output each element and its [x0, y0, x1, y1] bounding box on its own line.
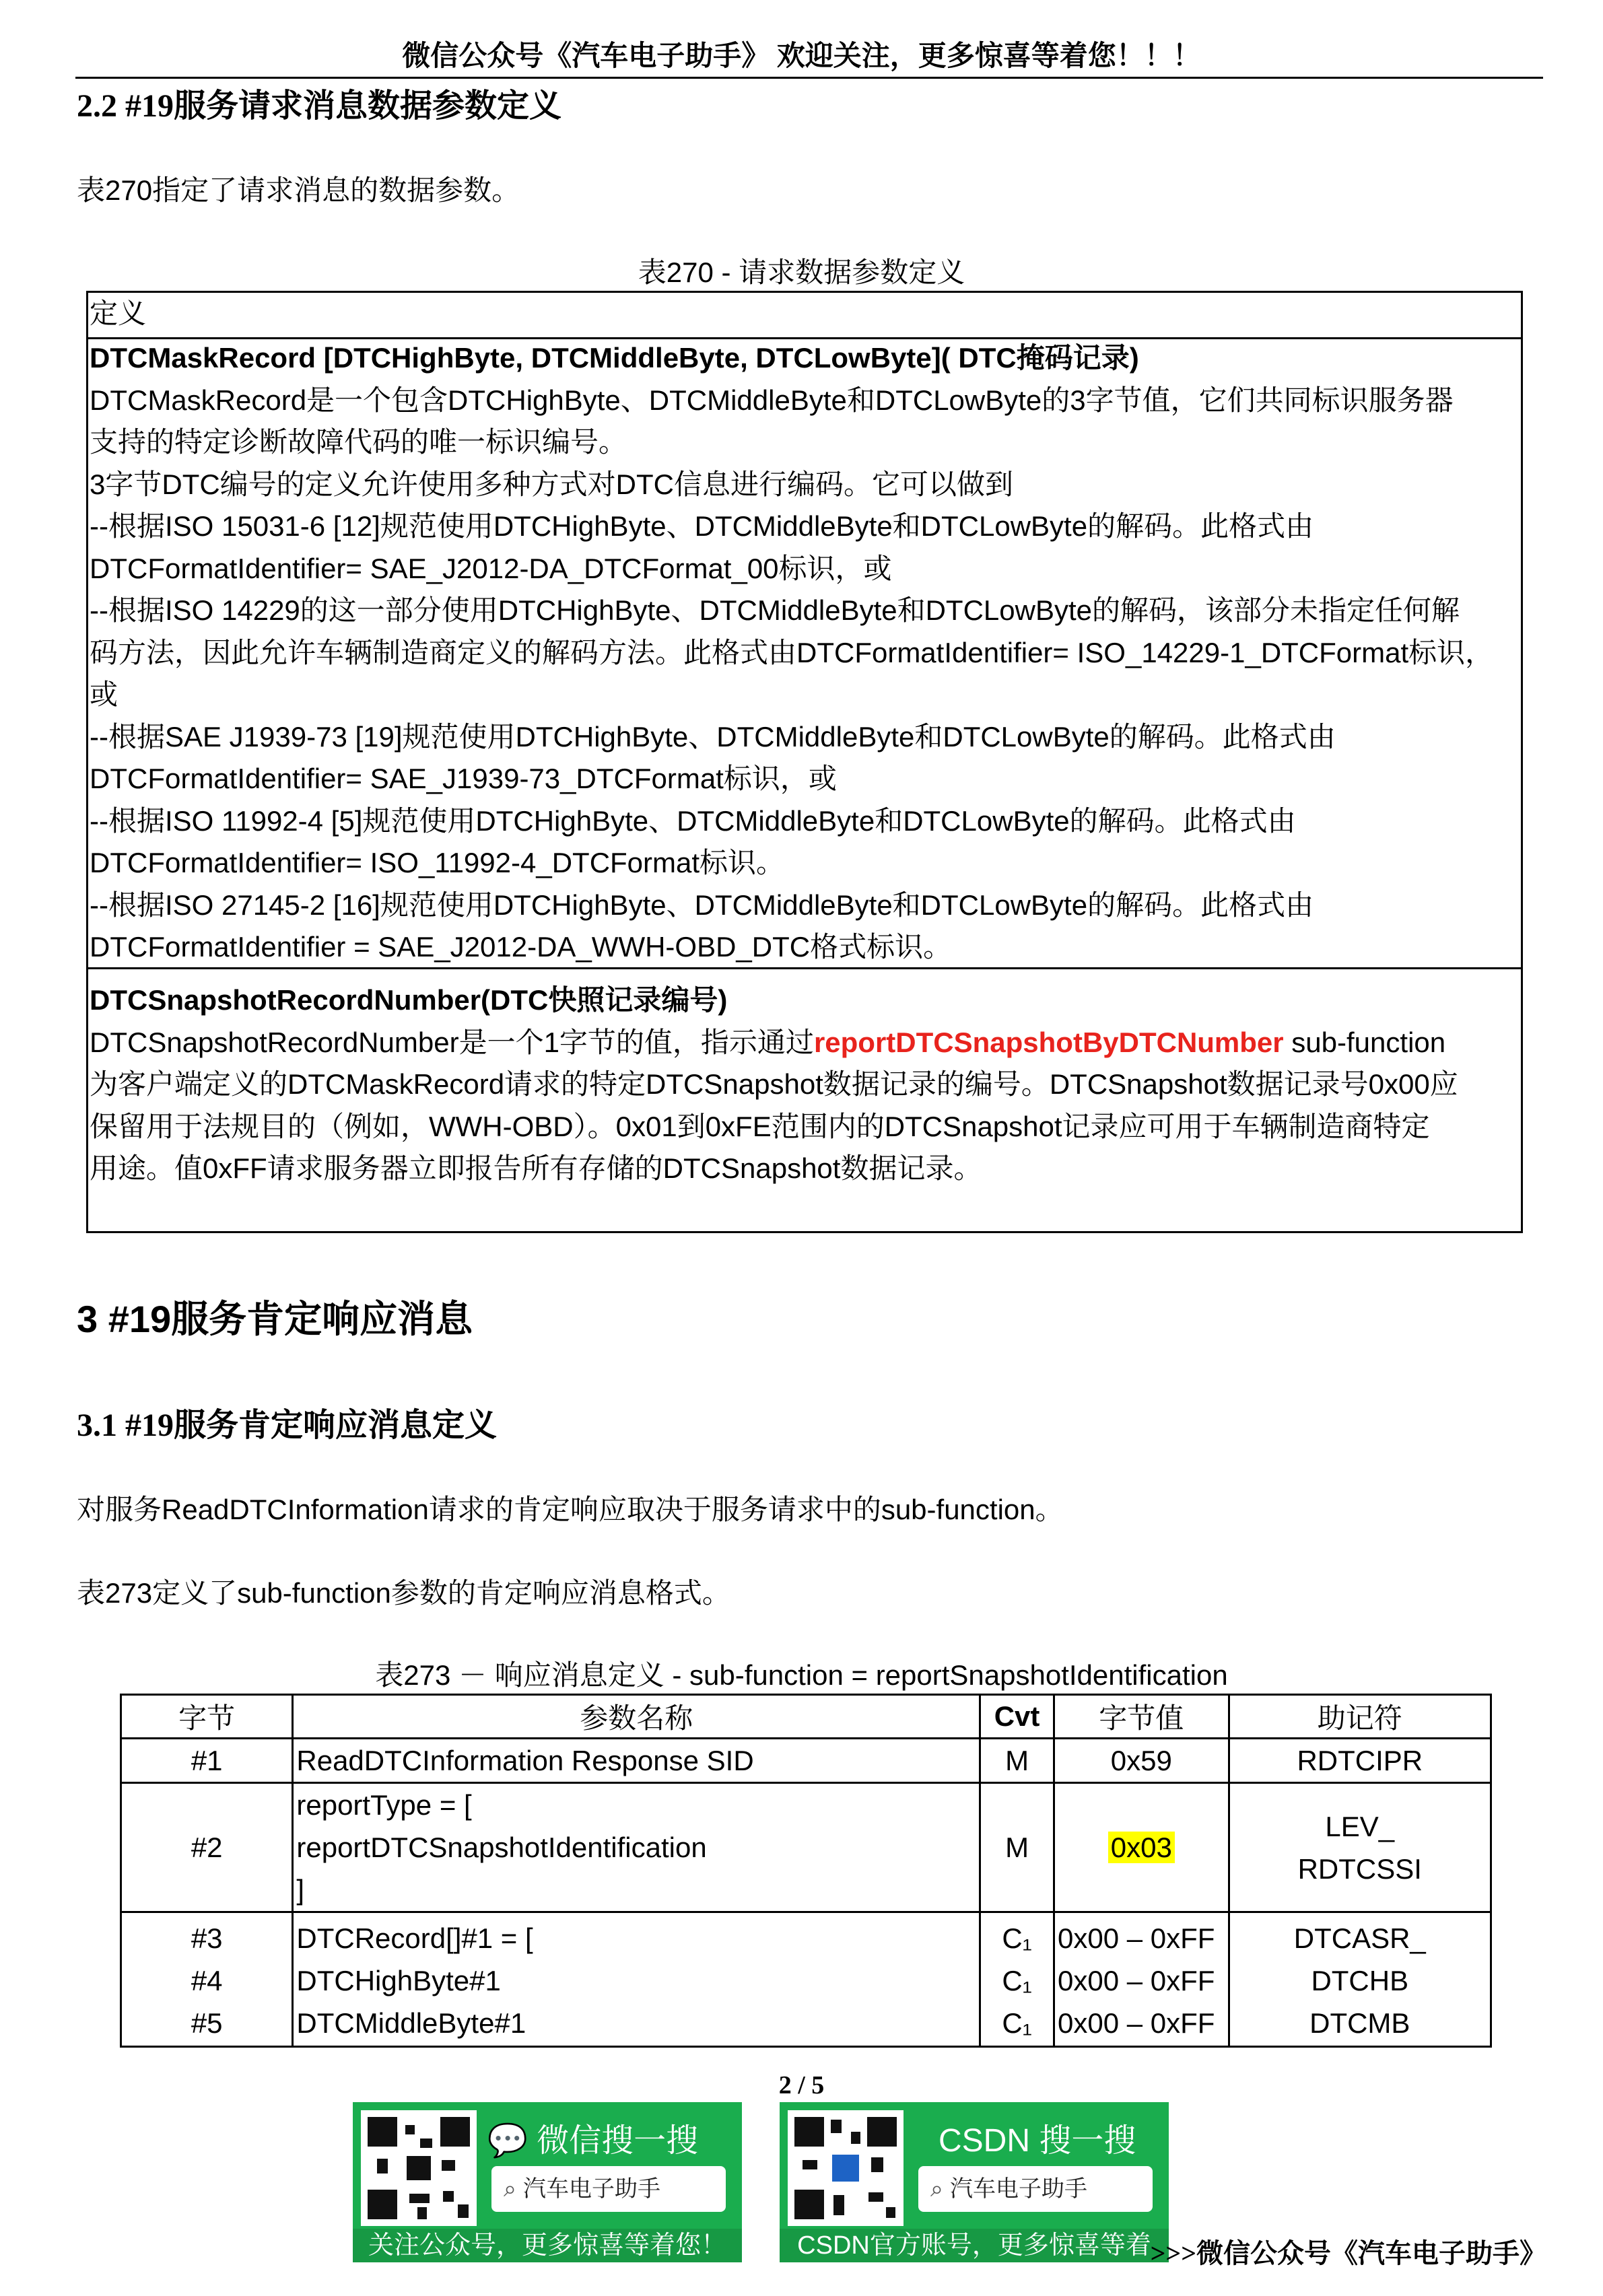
csdn-promo[interactable]	[780, 2102, 1169, 2293]
snapshot-record-line: 保留用于法规目的（例如，WWH-OBD）。0x01到0xFE范围内的DTCSnapshot记录应可用于车辆制造商特定	[90, 1110, 1430, 1142]
csdn-promo-title: CSDN 搜一搜	[939, 2123, 1136, 2159]
mask-record-title: DTCMaskRecord [DTCHighByte, DTCMiddleByte, DTCLowByte]( DTC掩码记录)	[90, 342, 1139, 374]
mask-record-line: --根据SAE J1939-73 [19]规范使用DTCHighByte、DTCMiddleByte和DTCLowByte的解码。此格式由	[90, 720, 1336, 753]
wechat-qr-code	[361, 2110, 477, 2226]
page-header: 微信公众号《汽车电子助手》 欢迎关注，更多惊喜等着您！！！	[402, 41, 1201, 72]
col-header-value: 字节值	[1054, 1695, 1229, 1739]
row-cvt: M	[980, 1739, 1054, 1783]
col-header-cvt: Cvt	[980, 1695, 1054, 1739]
search-icon: ⌕	[504, 2176, 517, 2202]
group-values: 0x00 – 0xFF 0x00 – 0xFF 0x00 – 0xFF	[1054, 1912, 1229, 2047]
highlighted-value: 0x03	[1108, 1832, 1175, 1863]
group-bytes: #3 #4 #5	[121, 1912, 293, 2047]
table-270-header: 定义	[88, 293, 1521, 339]
group-params: DTCRecord[]#1 = [ DTCHighByte#1 DTCMiddleByte#1	[293, 1912, 980, 2047]
col-header-byte: 字节	[121, 1695, 293, 1739]
row-value	[1054, 1783, 1229, 1912]
mask-record-line: DTCFormatIdentifier= SAE_J1939-73_DTCFormat标识，或	[90, 763, 837, 794]
mask-record-line: DTCMaskRecord是一个包含DTCHighByte、DTCMiddleByte和DTCLowByte的3字节值，它们共同标识服务器	[90, 384, 1454, 416]
table-273	[120, 1694, 1492, 2048]
wechat-search-box[interactable]: ⌕ 汽车电子助手	[491, 2166, 726, 2212]
table-row	[121, 1783, 1491, 1912]
page-number: 2 / 5	[778, 2071, 825, 2099]
mask-record-line: --根据ISO 11992-4 [5]规范使用DTCHighByte、DTCMiddleByte和DTCLowByte的解码。此格式由	[90, 804, 1296, 837]
mask-record-line: --根据ISO 14229的这一部分使用DTCHighByte、DTCMiddleByte和DTCLowByte的解码，该部分未指定任何解	[90, 594, 1460, 626]
section-3-para-1: 对服务ReadDTCInformation请求的肯定响应取决于服务请求中的sub-function。	[77, 1494, 1064, 1525]
header-rule	[75, 77, 1543, 79]
search-icon: ⌕	[930, 2176, 944, 2202]
table-row-group	[121, 1912, 1491, 2047]
mask-record-line: --根据ISO 27145-2 [16]规范使用DTCHighByte、DTCMiddleByte和DTCLowByte的解码。此格式由	[90, 889, 1314, 921]
csdn-qr-code	[788, 2110, 903, 2226]
table-270	[86, 291, 1523, 1233]
sub-function-name: reportDTCSnapshotByDTCNumber	[813, 1026, 1284, 1058]
mask-record-line: 或	[90, 679, 118, 710]
mask-record-line: 支持的特定诊断故障代码的唯一标识编号。	[90, 426, 627, 458]
section-2-2-heading: 2.2 #19服务请求消息数据参数定义	[77, 88, 562, 124]
mask-record-line: 码方法，因此允许车辆制造商定义的解码方法。此格式由DTCFormatIdentifier= ISO_14229-1_DTCFormat标识，	[90, 636, 1494, 668]
section-3-heading: 3 #19服务肯定响应消息	[77, 1298, 473, 1340]
group-mnemonics: DTCASR_ DTCHB DTCMB	[1229, 1912, 1491, 2047]
section-3-1-heading: 3.1 #19服务肯定响应消息定义	[77, 1407, 498, 1443]
table-273-header-row	[121, 1695, 1491, 1739]
section-3-para-2: 表273定义了sub-function参数的肯定响应消息格式。	[77, 1577, 730, 1609]
table-270-divider	[88, 967, 1521, 969]
col-header-mnemonic: 助记符	[1229, 1695, 1491, 1739]
snapshot-record-line: 用途。值0xFF请求服务器立即报告所有存储的DTCSnapshot数据记录。	[90, 1152, 982, 1184]
mask-record-line: DTCFormatIdentifier= ISO_11992-4_DTCFormat标识。	[90, 847, 785, 878]
csdn-promo-caption: CSDN官方账号，更多惊喜等着您！	[780, 2229, 1169, 2262]
row-byte: #1	[121, 1739, 293, 1783]
row-value: 0x59	[1054, 1739, 1229, 1783]
table-270-caption: 表270 - 请求数据参数定义	[638, 256, 965, 288]
mask-record-line: --根据ISO 15031-6 [12]规范使用DTCHighByte、DTCMiddleByte和DTCLowByte的解码。此格式由	[90, 510, 1314, 542]
mask-record-line: DTCFormatIdentifier= SAE_J2012-DA_DTCFormat_00标识，或	[90, 552, 892, 584]
wechat-promo-title: 💬 微信搜一搜	[487, 2123, 699, 2159]
section-2-2-intro: 表270指定了请求消息的数据参数。	[77, 174, 520, 206]
wechat-promo-caption: 关注公众号，更多惊喜等着您！	[353, 2229, 742, 2262]
table-row	[121, 1739, 1491, 1783]
snapshot-record-cell	[88, 979, 1521, 1190]
row-param: ReadDTCInformation Response SID	[293, 1739, 980, 1783]
col-header-param: 参数名称	[293, 1695, 980, 1739]
snapshot-record-line: 为客户端定义的DTCMaskRecord请求的特定DTCSnapshot数据记录的编号。DTCSnapshot数据记录号0x00应	[90, 1068, 1458, 1100]
snapshot-record-title: DTCSnapshotRecordNumber(DTC快照记录编号)	[90, 984, 728, 1016]
table-273-caption: 表273 － 响应消息定义 - sub-function = reportSnapshotIdentification	[375, 1659, 1228, 1691]
row-mnemonic: RDTCIPR	[1229, 1739, 1491, 1783]
csdn-search-box[interactable]: ⌕ 汽车电子助手	[918, 2166, 1153, 2212]
wechat-promo[interactable]	[353, 2102, 742, 2262]
group-cvts: C₁ C₁ C₁	[980, 1912, 1054, 2047]
mask-record-line: DTCFormatIdentifier = SAE_J2012-DA_WWH-OBD_DTC格式标识。	[90, 931, 952, 963]
mask-record-line: 3字节DTC编号的定义允许使用多种方式对DTC信息进行编码。它可以做到	[90, 468, 1013, 500]
wechat-icon: 💬	[487, 2123, 528, 2159]
row-param: reportType = [ reportDTCSnapshotIdentification ]	[293, 1783, 980, 1912]
row-mnemonic: LEV_ RDTCSSI	[1229, 1783, 1491, 1912]
brand-footer: >>>微信公众号《汽车电子助手》	[1150, 2238, 1546, 2268]
row-cvt: M	[980, 1783, 1054, 1912]
snapshot-record-line: DTCSnapshotRecordNumber是一个1字节的值，指示通过reportDTCSnapshotByDTCNumber sub-function	[90, 1026, 1446, 1058]
row-byte: #2	[121, 1783, 293, 1912]
